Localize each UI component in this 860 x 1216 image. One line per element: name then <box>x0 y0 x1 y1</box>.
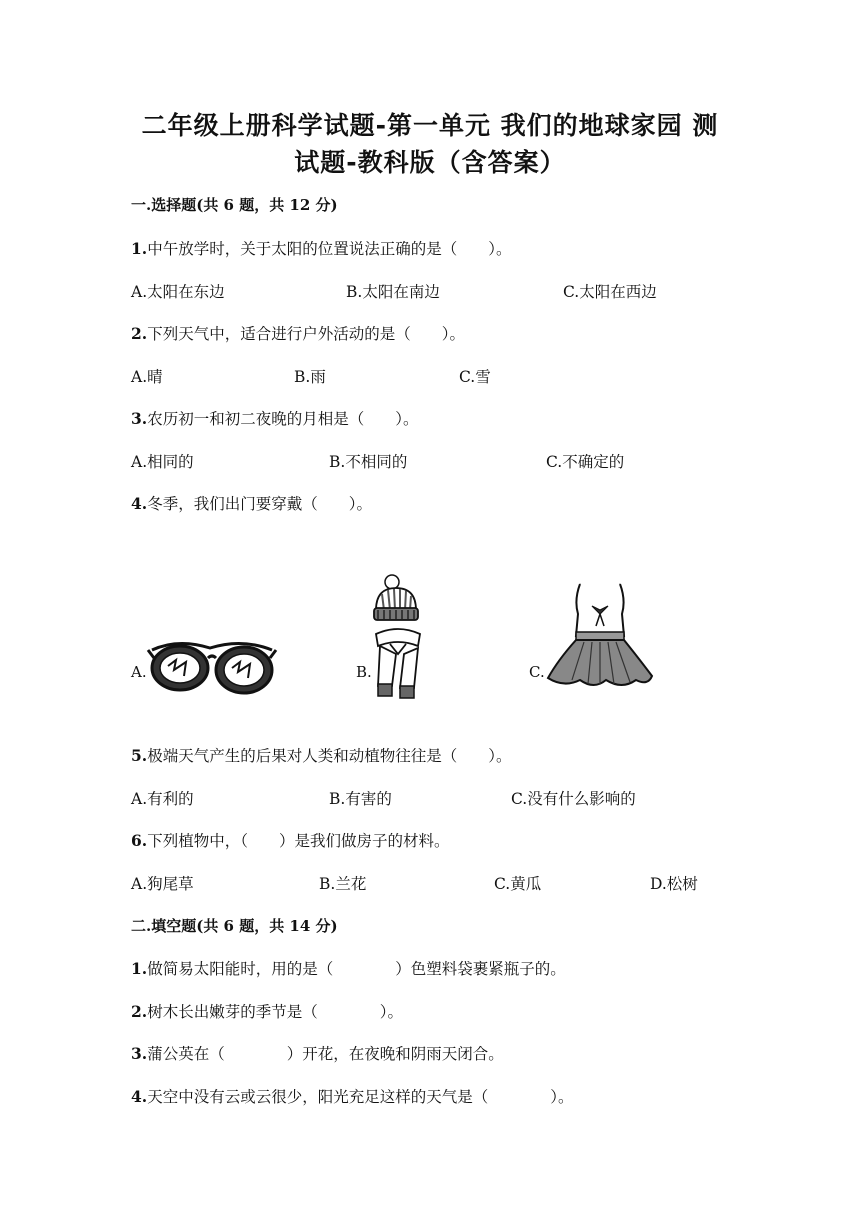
option-b: B.兰花 <box>319 875 367 893</box>
option-b: B.太阳在南边 <box>346 283 440 301</box>
option-c: C. <box>529 663 545 681</box>
fill-question-3 <box>131 1042 504 1064</box>
question-text: 蒲公英在（ ）开花，在夜晚和阴雨天闭合。 <box>147 1045 504 1063</box>
question-text: 农历初一和初二夜晚的月相是（ ）。 <box>147 410 419 428</box>
section-heading-fill-in: 二.填空题(共 6 题，共 14 分) <box>131 917 338 935</box>
option-a: A. <box>131 663 147 681</box>
fill-question-4 <box>131 1085 573 1107</box>
fill-question-2 <box>131 1000 403 1022</box>
question-number: 3. <box>131 1044 148 1063</box>
option-b: B.不相同的 <box>329 453 408 471</box>
question-number: 2. <box>131 1002 148 1021</box>
option-a: A.晴 <box>131 368 163 386</box>
question-text: 下列植物中，（ ）是我们做房子的材料。 <box>147 832 450 850</box>
question-number: 5. <box>131 746 148 765</box>
question-number: 1. <box>131 239 148 258</box>
option-c: C.雪 <box>459 368 491 386</box>
option-c: C.太阳在西边 <box>563 283 657 301</box>
question-number: 1. <box>131 959 148 978</box>
option-d: D.松树 <box>650 875 698 893</box>
question-3 <box>131 407 418 429</box>
question-2 <box>131 322 465 344</box>
question-number: 4. <box>131 1087 148 1106</box>
question-4 <box>131 492 372 514</box>
option-a: A.有利的 <box>131 790 194 808</box>
question-number: 4. <box>131 494 148 513</box>
question-text: 极端天气产生的后果对人类和动植物往往是（ ）。 <box>147 747 512 765</box>
option-b: B.雨 <box>294 368 326 386</box>
question-number: 2. <box>131 324 148 343</box>
option-c: C.没有什么影响的 <box>511 790 636 808</box>
question-6 <box>131 829 449 851</box>
option-a: A.相同的 <box>131 453 194 471</box>
scarf-icon <box>370 626 426 700</box>
winter-hat-icon <box>368 572 424 624</box>
question-text: 下列天气中，适合进行户外活动的是（ ）。 <box>147 325 465 343</box>
option-b: B.有害的 <box>329 790 392 808</box>
option-a: A.狗尾草 <box>131 875 194 893</box>
fill-question-1 <box>131 957 566 979</box>
question-text: 中午放学时，关于太阳的位置说法正确的是（ ）。 <box>147 240 512 258</box>
question-text: 冬季，我们出门要穿戴（ ）。 <box>147 495 372 513</box>
document-title-line-1: 二年级上册科学试题-第一单元 我们的地球家园 测 <box>141 111 719 140</box>
question-text: 天空中没有云或云很少，阳光充足这样的天气是（ ）。 <box>147 1088 574 1106</box>
sunglasses-icon <box>146 636 278 700</box>
document-title-line-2: 试题-教科版（含答案） <box>294 148 566 177</box>
question-number: 6. <box>131 831 148 850</box>
section-heading-choice: 一.选择题(共 6 题，共 12 分) <box>131 196 338 214</box>
question-text: 做简易太阳能时，用的是（ ）色塑料袋裹紧瓶子的。 <box>147 960 566 978</box>
option-c: C.黄瓜 <box>494 875 542 893</box>
question-number: 3. <box>131 409 148 428</box>
option-b: B. <box>356 663 372 681</box>
question-5 <box>131 744 511 766</box>
question-1 <box>131 237 511 259</box>
option-a: A.太阳在东边 <box>131 283 225 301</box>
option-c: C.不确定的 <box>546 453 625 471</box>
question-text: 树木长出嫩芽的季节是（ ）。 <box>147 1003 403 1021</box>
dress-icon <box>544 580 656 692</box>
